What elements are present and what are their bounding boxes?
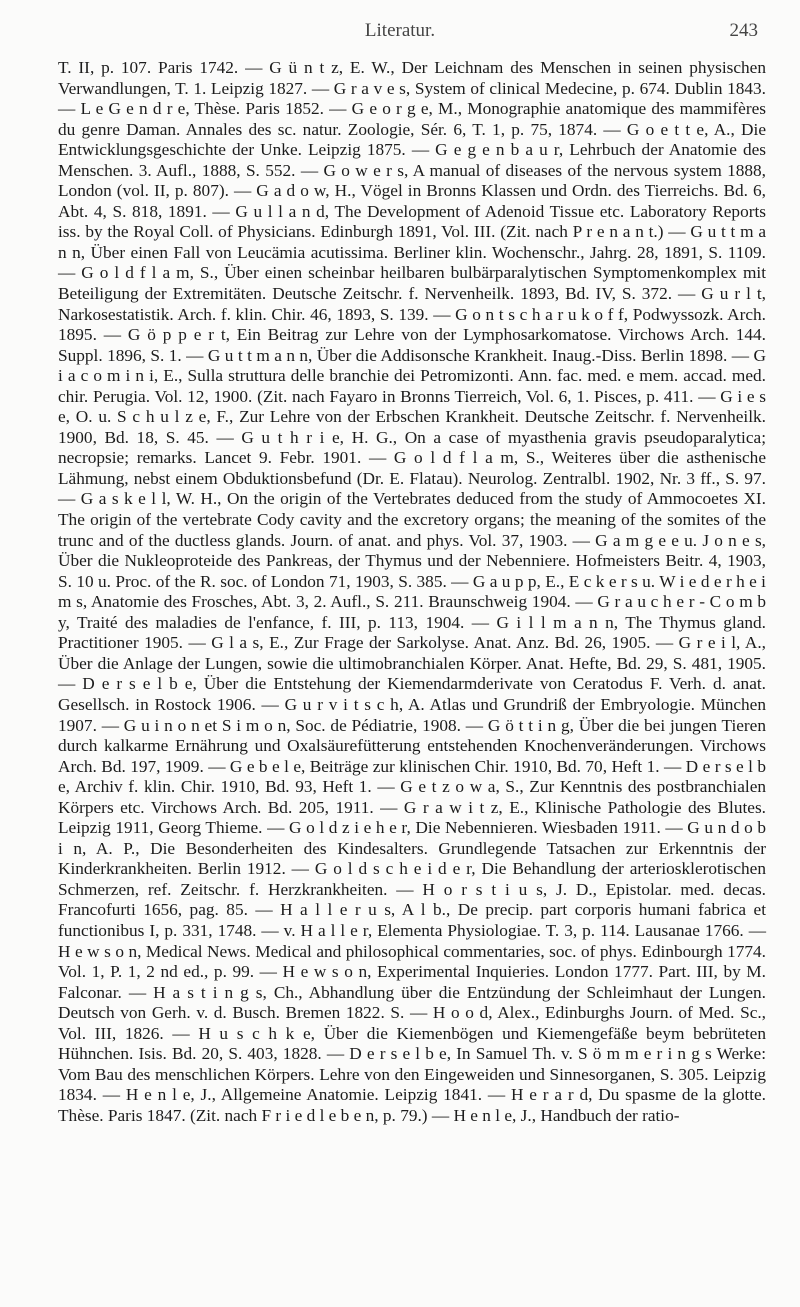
bibliography-paragraph: T. II, p. 107. Paris 1742. — G ü n t z, E. W., Der Leichnam des Menschen in seinen physischen Verwandlungen, T. 1. Leipzig 1827. — G r a v e s, System of clinical Medecine, p. 674. Dublin 1843. — L e G e n d r e, Thèse. Paris 1852. — G e o r g e, M., Monographie anatomique des mammifères du genre Daman. Annales des sc. natur. Zoologie, Sér. 6, T. 1, p. 75, 1874. — G o e t t e, A., Die Entwicklungsgeschichte der Unke. Leipzig 1875. — G e g e n b a u r, Lehrbuch der Anatomie des Menschen. 3. Aufl., 1888, S. 552. — G o w e r s, A manual of diseases of the nervous system 1888, London (vol. II, p. 807). — G a d o w, H., Vögel in Bronns Klassen und Ordn. des Tierreichs. Bd. 6, Abt. 4, S. 818, 1891. — G u l l a n d, The Development of Adenoid Tissue etc. Laboratory Reports iss. by the Royal Coll. of Physicians. Edinburgh 1891, Vol. III. (Zit. nach P r e n a n t.) — G u t t m a n n, Über einen Fall von Leucämia acutissima. Berliner klin. Wochenschr., Jahrg. 28, 1891, S. 1109. — G o l d f l a m, S., Über einen scheinbar heilbaren bulbärparalytischen Symptomenkomplex mit Beteiligung der Extremitäten. Deutsche Zeitschr. f. Nervenheilk. 1893, Bd. IV, S. 372. — G u r l t, Narkosestatistik. Arch. f. klin. Chir. 46, 1893, S. 139. — G o n t s c h a r u k o f f, Podwyssozk. Arch. 1895. — G ö p p e r t, Ein Beitrag zur Lehre von der Lymphosarkomatose. Virchows Arch. 144. Suppl. 1896, S. 1. — G u t t m a n n, Über die Addisonsche Krankheit. Inaug.-Diss. Berlin 1898. — G i a c o m i n i, E., Sulla struttura delle branchie dei Petromizonti. Ann. fac. med. e mem. accad. med. chir. Perugia. Vol. 12, 1900. (Zit. nach Fayaro in Bronns Tierreich, Vol. 6, 1. Pisces, p. 411. — G i e s e, O. u. S c h u l z e, F., Zur Lehre von der Erbschen Krankheit. Deutsche Zeitschr. f. Nervenheilk. 1900, Bd. 18, S. 45. — G u t h r i e, H. G., On a case of myasthenia gravis pseudoparalytica; necropsie; remarks. Lancet 9. Febr. 1901. — G o l d f l a m, S., Weiteres über die asthenische Lähmung, nebst einem Obduktionsbefund (Dr. E. Flatau). Neurolog. Zentralbl. 1902, Nr. 3 ff., S. 97. — G a s k e l l, W. H., On the origin of the Vertebrates deduced from the study of Ammocoetes XI. The origin of the vertebrate Cody cavity and the excretory organs; the meaning of the somites of the trunc and of the ductless glands. Journ. of anat. and phys. Vol. 37, 1903. — G a m g e e u. J o n e s, Über die Nukleoproteide des Pankreas, der Thymus und der Nebenniere. Hofmeisters Beitr. 4, 1903, S. 10 u. Proc. of the R. soc. of London 71, 1903, S. 385. — G a u p p, E., E c k e r s u. W i e d e r h e i m s, Anatomie des Frosches, Abt. 3, 2. Aufl., S. 211. Braunschweig 1904. — G r a u c h e r - C o m b y, Traité des maladies de l'enfance, f. III, p. 113, 1904. — G i l l m a n n, The Thymus gland. Practitioner 1905. — G l a s, E., Zur Frage der Sarkolyse. Anat. Anz. Bd. 26, 1905. — G r e i l, A., Über die Anlage der Lungen, sowie die ultimobranchialen Körper. Anat. Hefte, Bd. 29, S. 481, 1905. — D e r s e l b e, Über die Entstehung der Kiemendarmderivate von Ceratodus F. Verh. d. anat. Gesellsch. in Rostock 1906. — G u r v i t s c h, A. Atlas und Grundriß der Embryologie. München 1907. — G u i n o n et S i m o n, Soc. de Pédiatrie, 1908. — G ö t t i n g, Über die bei jungen Tieren durch kalkarme Ernährung und Oxalsäurefütterung entstehenden Knochenveränderungen. Virchows Arch. Bd. 197, 1909. — G e b e l e, Beiträge zur klinischen Chir. 1910, Bd. 70, Heft 1. — D e r s e l b e, Archiv f. klin. Chir. 1910, Bd. 93, Heft 1. — G e t z o w a, S., Zur Kenntnis des postbranchialen Körpers etc. Virchows Arch. Bd. 205, 1911. — G r a w i t z, E., Klinische Pathologie des Blutes. Leipzig 1911, Georg Thieme. — G o l d z i e h e r, Die Nebennieren. Wiesbaden 1911. — G u n d o b i n, A. P., Die Besonderheiten des Kindesalters. Grundlegende Tatsachen zur Erkenntnis der Kinderkrankheiten. Berlin 1912. — G o l d s c h e i d e r, Die Behandlung der arteriosklerotischen Schmerzen, ref. Zeitschr. f. Herzkrankheiten. — H o r s t i u s, J. D., Epistolar. med. decas. Francofurti 1656, pag. 85. — H a l l e r u s, A l b., De precip. part corporis humani fabrica et functionibus I, p. 331, 1748. — v. H a l l e r, Elementa Physiologiae. T. 3, p. 114. Lausanae 1766. — H e w s o n, Medical News. Medical and philosophical commentaries, soc. of phys. Edinbourgh 1774. Vol. 1, P. 1, 2 nd ed., p. 99. — H e w s o n, Experimental Inquieries. London 1777. Part. III, by M. Falconar. — H a s t i n g s, Ch., Abhandlung über die Entzündung der Schleimhaut der Lungen. Deutsch von Gerh. v. d. Busch. Bremen 1822. S. — H o o d, Alex., Edinburghs Journ. of Med. Sc., Vol. III, 1826. — H u s c h k e, Über die Kiemenbögen und Kiemengefäße beym bebrüteten Hühnchen. Isis. Bd. 20, S. 403, 1828. — D e r s e l b e, In Samuel Th. v. S ö m m e r i n g s Werke: Vom Bau des menschlichen Körpers. Lehre von den Eingeweiden und Sinnesorganen, S. 305. Leipzig 1834. — H e n l e, J., Allgemeine Anatomie. Leipzig 1841. — H e r a r d, Du spasme de la glotte. Thèse. Paris 1847. (Zit. nach F r i e d l e b e n, p. 79.) — H e n l e, J., Handbuch der ratio-	[58, 58, 766, 1125]
page-number: 243	[729, 20, 758, 41]
bibliography-body	[58, 58, 766, 1126]
running-head	[0, 20, 800, 46]
running-title: Literatur.	[364, 20, 436, 41]
